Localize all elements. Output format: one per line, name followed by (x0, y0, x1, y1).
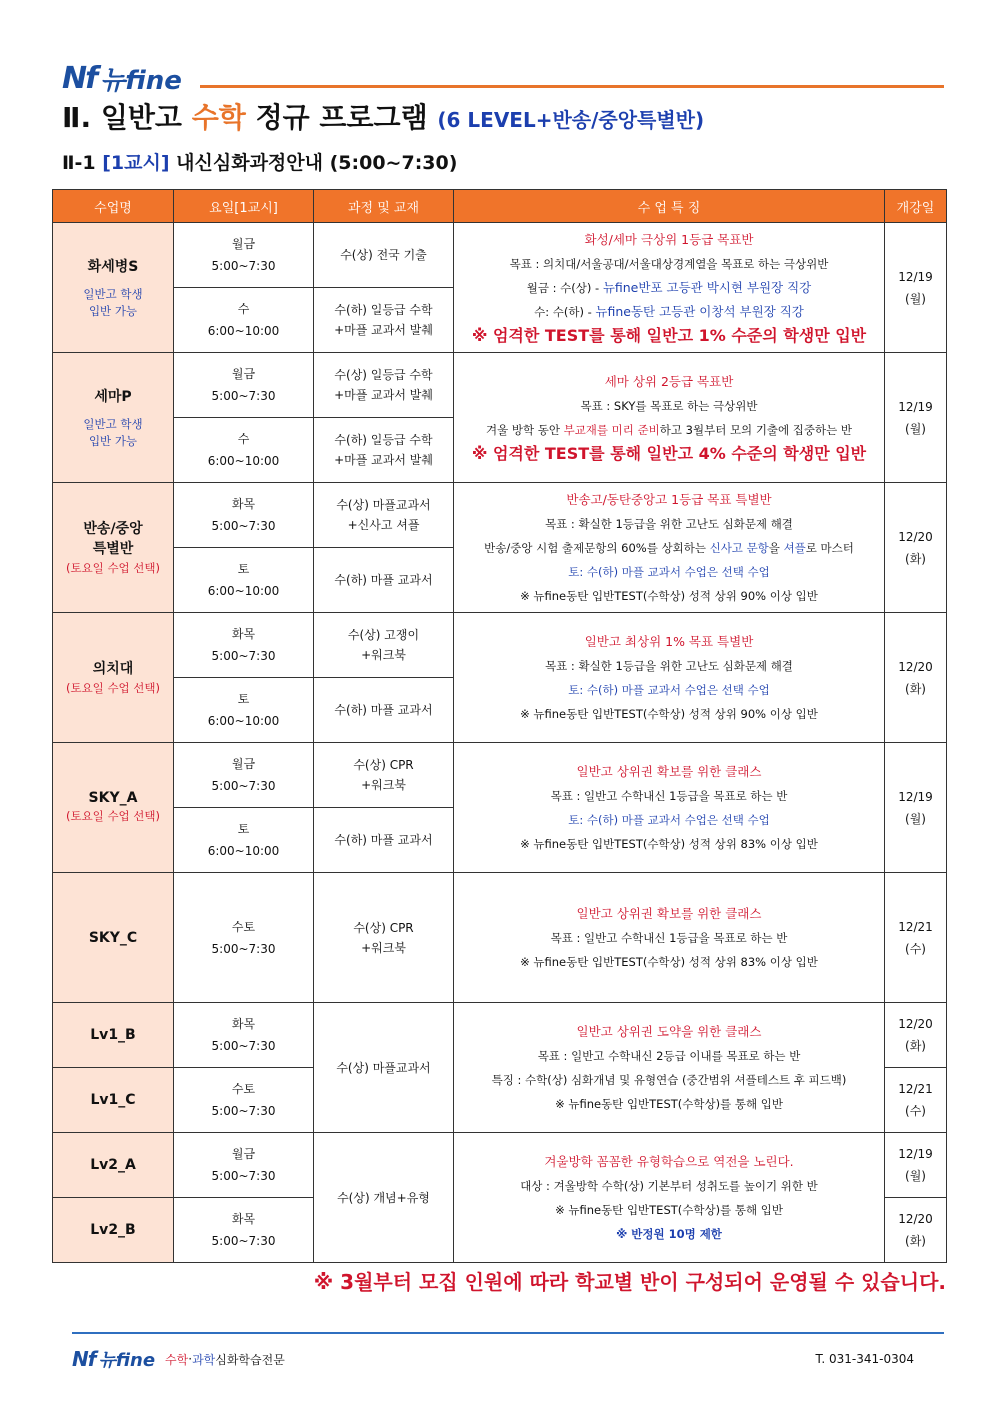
open-date-cell: 12/19 (월) (885, 223, 947, 353)
feature-headline: 일반고 상위권 확보를 위한 클래스 (576, 905, 762, 921)
open-date-cell: 12/19 (월) (885, 743, 947, 873)
feature-line: ※ 반정원 10명 제한 (616, 1226, 722, 1241)
open-date-cell: 12/20 (화) (885, 483, 947, 613)
schedule-cell: 수 6:00~10:00 (174, 288, 314, 353)
footer-phone: T. 031-341-0304 (815, 1352, 914, 1366)
feature-cell (454, 613, 885, 743)
schedule-cell: 수 6:00~10:00 (174, 418, 314, 483)
class-name: 세마P (94, 388, 132, 405)
open-date-cell: 12/19 (월) (885, 1133, 947, 1198)
title-prefix: Ⅱ. 일반고 (62, 101, 192, 134)
footer-logo-mark: Nf (72, 1347, 96, 1371)
course-cell: 수(상) 일등급 수학 +마플 교과서 발췌 (314, 353, 454, 418)
schedule-cell: 화목 5:00~7:30 (174, 1003, 314, 1068)
feature-line: ※ 뉴fine동탄 입반TEST(수학상) 성적 상위 90% 이상 입반 (520, 588, 818, 603)
schedule-cell: 토 6:00~10:00 (174, 548, 314, 613)
class-note: 일반고 학생 입반 가능 (83, 416, 143, 448)
feature-cell (454, 873, 885, 1003)
feature-headline: 일반고 상위권 도약을 위한 클래스 (576, 1023, 762, 1039)
feature-text: 월금 : 수(상) - (526, 280, 603, 295)
schedule-cell: 토 6:00~10:00 (174, 808, 314, 873)
class-note: (토요일 수업 선택) (65, 561, 161, 575)
footer (72, 1346, 285, 1372)
feature-text: 수: 수(하) - (534, 304, 596, 319)
feature-line: ※ 뉴fine동탄 입반TEST(수학상) 성적 상위 83% 이상 입반 (520, 954, 818, 969)
footer-tag-dot: · (188, 1352, 193, 1366)
title-highlight: 수학 (191, 101, 246, 134)
feature-line (454, 418, 884, 442)
class-name-cell (53, 483, 174, 613)
schedule-cell: 수토 5:00~7:30 (174, 873, 314, 1003)
open-date-cell: 12/21 (수) (885, 873, 947, 1003)
feature-text: 겨울 방학 동안 (485, 422, 564, 437)
class-name-cell: Lv1_C (53, 1068, 174, 1133)
class-name-cell: Lv1_B (53, 1003, 174, 1068)
footer-rule (72, 1332, 944, 1334)
feature-line: 목표 : 일반고 수학내신 1등급을 목표로 하는 반 (550, 930, 788, 945)
open-date-cell: 12/19 (월) (885, 353, 947, 483)
feature-cell (454, 743, 885, 873)
class-name: 의치대 (92, 661, 134, 677)
class-name-cell (53, 743, 174, 873)
table-row (53, 613, 947, 678)
table-row (53, 743, 947, 808)
feature-line: 대상 : 겨울방학 수학(상) 기본부터 성취도를 높이기 위한 반 (520, 1178, 818, 1193)
table-row (53, 1003, 947, 1068)
feature-highlight: 부교재를 미리 준비 (563, 422, 660, 437)
feature-warning: ※ 엄격한 TEST를 통해 일반고 4% 수준의 학생만 입반 (471, 443, 867, 463)
feature-line: 목표 : SKY를 목표로 하는 극상위반 (580, 398, 758, 413)
footer-tag-math: 수학 (165, 1352, 189, 1367)
subtitle-text: 내신심화과정안내 (5:00~7:30) (169, 152, 458, 174)
section-subtitle (62, 148, 457, 175)
class-note: (토요일 수업 선택) (65, 809, 161, 823)
header-rule (200, 85, 944, 88)
course-cell: 수(상) 개념+유형 (314, 1133, 454, 1263)
feature-line: ※ 뉴fine동탄 입반TEST(수학상) 성적 상위 90% 이상 입반 (520, 706, 818, 721)
feature-cell (454, 353, 885, 483)
page-title (62, 96, 704, 136)
class-name: SKY_C (88, 929, 138, 946)
feature-line: 토: 수(하) 마플 교과서 수업은 선택 수업 (568, 682, 770, 697)
schedule-cell: 월금 5:00~7:30 (174, 743, 314, 808)
feature-headline: 화성/세마 극상위 1등급 목표반 (584, 231, 754, 247)
schedule-cell: 월금 5:00~7:30 (174, 223, 314, 288)
feature-headline: 겨울방학 꼼꼼한 유형학습으로 역전을 노린다. (544, 1153, 794, 1169)
course-cell: 수(상) 마플교과서 (314, 1003, 454, 1133)
header-cell: 요일[1교시] (174, 190, 314, 223)
class-name-cell (53, 223, 174, 353)
program-table (52, 189, 947, 1263)
feature-highlight: 신사고 문항 (709, 540, 769, 555)
open-date-cell: 12/21 (수) (885, 1068, 947, 1133)
course-cell: 수(상) 전국 기출 (314, 223, 454, 288)
table-row (53, 873, 947, 1003)
schedule-cell: 화목 5:00~7:30 (174, 1198, 314, 1263)
feature-line (454, 300, 884, 324)
feature-cell (454, 483, 885, 613)
open-date-cell: 12/20 (화) (885, 613, 947, 743)
schedule-cell: 토 6:00~10:00 (174, 678, 314, 743)
feature-highlight: 뉴fine반포 고등관 박시현 부원장 직강 (602, 279, 812, 295)
open-date-cell: 12/20 (화) (885, 1003, 947, 1068)
title-suffix: 정규 프로그램 (245, 101, 438, 134)
table-row (53, 483, 947, 548)
course-cell: 수(하) 마플 교과서 (314, 548, 454, 613)
logo-mark: Nf (62, 60, 97, 96)
schedule-cell: 화목 5:00~7:30 (174, 483, 314, 548)
feature-highlight: 셔플 (783, 540, 806, 555)
feature-line: ※ 뉴fine동탄 입반TEST(수학상)를 통해 입반 (555, 1202, 783, 1217)
class-note: (토요일 수업 선택) (65, 681, 161, 695)
course-cell: 수(하) 일등급 수학 +마플 교과서 발췌 (314, 288, 454, 353)
feature-line (454, 276, 884, 300)
schedule-cell: 수토 5:00~7:30 (174, 1068, 314, 1133)
footnote: ※ 3월부터 모집 인원에 따라 학교별 반이 구성되어 운영될 수 있습니다. (313, 1270, 946, 1294)
feature-line: 목표 : 확실한 1등급을 위한 고난도 심화문제 해결 (545, 658, 793, 673)
subtitle-highlight: [1교시] (102, 152, 170, 174)
course-cell: 수(하) 마플 교과서 (314, 678, 454, 743)
feature-headline: 세마 상위 2등급 목표반 (604, 373, 734, 389)
course-cell: 수(하) 마플 교과서 (314, 808, 454, 873)
table-row (53, 1133, 947, 1198)
class-name: SKY_A (88, 790, 138, 806)
header-cell: 과정 및 교재 (314, 190, 454, 223)
class-name-cell (53, 873, 174, 1003)
feature-text: 을 (768, 540, 784, 555)
feature-text: 로 마스터 (805, 540, 854, 555)
subtitle-number: Ⅱ-1 (62, 152, 103, 174)
feature-line: 목표 : 일반고 수학내신 1등급을 목표로 하는 반 (550, 788, 788, 803)
feature-line: 토: 수(하) 마플 교과서 수업은 선택 수업 (568, 812, 770, 827)
course-cell: 수(상) CPR +워크북 (314, 873, 454, 1003)
feature-cell (454, 223, 885, 353)
feature-highlight: 뉴fine동탄 고등관 이창석 부원장 직강 (595, 303, 804, 319)
schedule-cell: 화목 5:00~7:30 (174, 613, 314, 678)
table-row (53, 353, 947, 418)
footer-tag-text: 심화학습전문 (215, 1352, 285, 1367)
feature-line: 목표 : 의치대/서울공대/서울대상경계열을 목표로 하는 극상위반 (509, 256, 829, 271)
course-cell: 수(상) 고쟁이 +워크북 (314, 613, 454, 678)
feature-warning: ※ 엄격한 TEST를 통해 일반고 1% 수준의 학생만 입반 (471, 325, 867, 345)
title-sub: (6 LEVEL+반송/중앙특별반) (437, 108, 705, 132)
class-name-cell (53, 353, 174, 483)
header-cell: 수업명 (53, 190, 174, 223)
header-logo (62, 58, 182, 98)
feature-headline: 반송고/동탄중앙고 1등급 목표 특별반 (566, 491, 772, 507)
feature-line: 특징 : 수학(상) 심화개념 및 유형연습 (중간범위 셔플테스트 후 피드백) (491, 1072, 847, 1087)
course-cell: 수(상) CPR +워크북 (314, 743, 454, 808)
schedule-cell: 월금 5:00~7:30 (174, 353, 314, 418)
feature-headline: 일반고 상위권 확보를 위한 클래스 (576, 763, 762, 779)
class-name-cell: Lv2_A (53, 1133, 174, 1198)
footer-logo-brand: 뉴fine (98, 1350, 156, 1371)
class-name-cell: Lv2_B (53, 1198, 174, 1263)
class-note: 일반고 학생 입반 가능 (83, 286, 143, 318)
feature-cell (454, 1003, 885, 1133)
class-name: 화세병S (87, 258, 139, 275)
open-date-cell: 12/20 (화) (885, 1198, 947, 1263)
table-row (53, 223, 947, 288)
header-cell: 개강일 (885, 190, 947, 223)
schedule-cell: 월금 5:00~7:30 (174, 1133, 314, 1198)
feature-headline: 일반고 최상위 1% 목표 특별반 (584, 633, 754, 649)
feature-cell (454, 1133, 885, 1263)
header-cell: 수 업 특 징 (454, 190, 885, 223)
feature-line (454, 536, 884, 560)
feature-line: ※ 뉴fine동탄 입반TEST(수학상) 성적 상위 83% 이상 입반 (520, 836, 818, 851)
feature-line: 목표 : 확실한 1등급을 위한 고난도 심화문제 해결 (545, 516, 793, 531)
footer-tag-science: 과학 (192, 1352, 216, 1367)
table-header-row (53, 190, 947, 223)
feature-line: 토: 수(하) 마플 교과서 수업은 선택 수업 (568, 564, 770, 579)
logo-brand: 뉴fine (100, 65, 182, 96)
course-cell: 수(상) 마플교과서 +신사고 셔플 (314, 483, 454, 548)
feature-text: 반송/중앙 시험 출제문항의 60%를 상회하는 (484, 540, 710, 555)
course-cell: 수(하) 일등급 수학 +마플 교과서 발췌 (314, 418, 454, 483)
class-name-cell (53, 613, 174, 743)
class-name: 반송/중앙 특별반 (83, 521, 143, 557)
feature-line: 목표 : 일반고 수학내신 2등급 이내를 목표로 하는 반 (537, 1048, 801, 1063)
feature-text: 하고 3월부터 모의 기출에 집중하는 반 (659, 422, 853, 437)
feature-line: ※ 뉴fine동탄 입반TEST(수학상)를 통해 입반 (555, 1096, 783, 1111)
